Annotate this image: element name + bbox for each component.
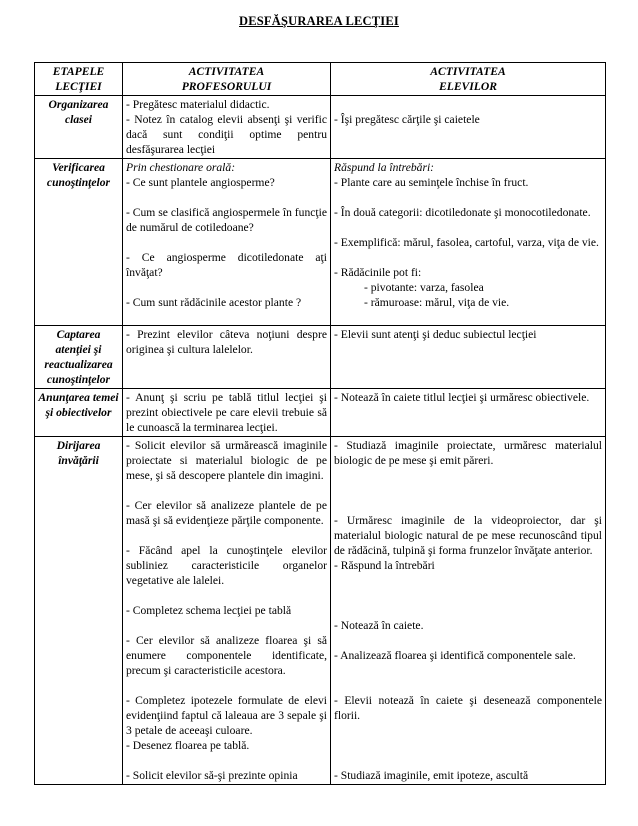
teacher-cell: Prin chestionare orală: - Ce sunt plantele angiosperme? - Cum se clasifică angiospermele în funcţie de numărul de cotiledoane? - Ce angiosperme dicotiledonate aţi învăţat? - Cum sunt rădăcinile acestor plante ?: [123, 159, 331, 326]
stage-cell: Dirijarea învăţării: [35, 437, 123, 785]
table-header-row: [35, 63, 606, 96]
stage-cell: Captarea atenţiei şi reactualizarea cunoştinţelor: [35, 326, 123, 389]
table-row: [35, 326, 606, 389]
table-row: [35, 96, 606, 159]
teacher-cell: - Solicit elevilor să urmărească imaginile proiectate si materialul biologic de pe mese, şi să descopere plantele din imagini. - Cer elevilor să analizeze plantele de pe masă şi să evidenţieze părţile componente. - Făcând apel la cunoştinţele elevilor subliniez caracteristicile organelor vegetative ale lalelei. - Completez schema lecţiei pe tablă - Cer elevilor să analizeze floarea şi să enumere componentele identificate, precum şi caracteristicile acestora. - Completez ipotezele formulate de elevi evidenţiind faptul că laleaua are 3 sepale şi 3 petale de aceeaşi culoare. - Desenez floarea pe tablă. - Solicit elevilor să-şi prezinte opinia: [123, 437, 331, 785]
stage-cell: Anunţarea temei şi obiectivelor: [35, 389, 123, 437]
students-cell: - Îşi pregătesc cărţile şi caietele: [331, 96, 606, 159]
students-cell: - Studiază imaginile proiectate, urmăresc materialul biologic de pe mese şi emit păreri. - Urmăresc imaginile de la videoproiector, dar şi materialul biologic natural de pe mese recunoscând tipul de rădăcină, tulpină şi forma frunzelor învăţate anterior. - Răspund la întrebări - Notează în caiete. - Analizează floarea şi identifică componentele sale. - Elevii notează în caiete şi desenează componentele florii. - Studiază imaginile, emit ipoteze, ascultă: [331, 437, 606, 785]
table-row: [35, 389, 606, 437]
students-cell: Răspund la întrebări: - Plante care au seminţele închise în fruct. - În două categorii: dicotiledonate şi monocotiledonate. - Exemplifică: mărul, fasolea, cartoful, varza, viţa de vie. - Rădăcinile pot fi: - pivotante: varza, fasolea - rămuroase: mărul, viţa de vie.: [331, 159, 606, 326]
header-teacher: ACTIVITATEA PROFESORULUI: [123, 63, 331, 96]
teacher-cell: - Pregătesc materialul didactic. - Notez în catalog elevii absenţi şi verific dacă sunt condiţii optime pentru desfăşurarea lecţiei: [123, 96, 331, 159]
stage-cell: Verificarea cunoştinţelor: [35, 159, 123, 326]
lesson-plan-table: [34, 62, 606, 785]
table-row: [35, 437, 606, 785]
table-row: [35, 159, 606, 326]
page-title: DESFĂŞURAREA LECŢIEI: [239, 14, 399, 28]
header-students: ACTIVITATEA ELEVILOR: [331, 63, 606, 96]
teacher-cell: - Anunţ şi scriu pe tablă titlul lecţiei şi prezint obiectivele pe care elevii trebuie să le cunoască la terminarea lecţiei.: [123, 389, 331, 437]
students-cell: - Notează în caiete titlul lecţiei şi urmăresc obiectivele.: [331, 389, 606, 437]
teacher-cell: - Prezint elevilor câteva noţiuni despre originea şi cultura lalelelor.: [123, 326, 331, 389]
stage-cell: Organizarea clasei: [35, 96, 123, 159]
students-cell: - Elevii sunt atenţi şi deduc subiectul lecţiei: [331, 326, 606, 389]
header-stage: ETAPELE LECŢIEI: [35, 63, 123, 96]
